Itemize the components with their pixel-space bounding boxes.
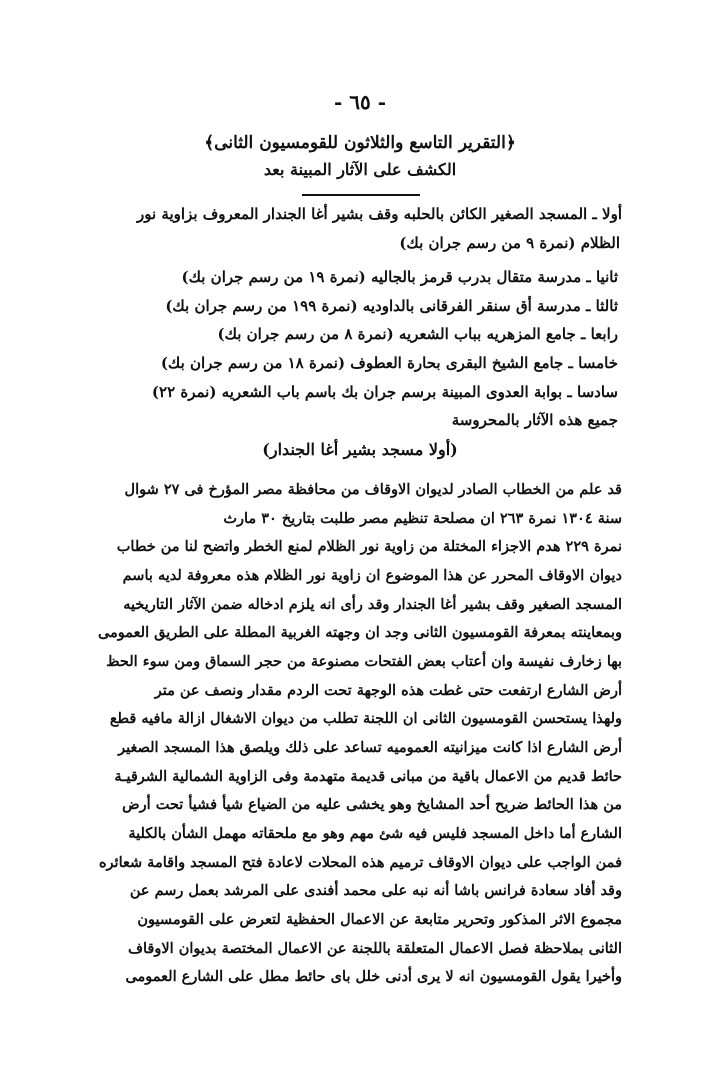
paragraph-line: الثانى بملاحظة فصل الاعمال المتعلقة باللجنة عن الاعمال المختصة بديوان الاوقاف — [127, 940, 622, 957]
paragraph-line: فمن الواجب على ديوان الاوقاف ترميم هذه المحلات لاعادة فتح المسجد واقامة شعائره — [98, 854, 622, 871]
paragraph-line: بها زخارف نفيسة وان أعتاب بعض الفتحات مصنوعة من حجر السماق ومن سوء الحظ — [106, 653, 622, 670]
paragraph-line: الشارع أما داخل المسجد فليس فيه شئ مهم وهو مع ملحقاته مهمل الشأن بالكلية — [128, 825, 622, 842]
report-title: ﴿التقرير التاسع والثلاثون للقومسيون الثانى﴾ — [204, 133, 516, 153]
paragraph-line: مجموع الاثر المذكور وتحرير متابعة عن الاعمال الحفظية لتعرض على القومسيون — [137, 911, 622, 928]
paragraph-line: وبمعاينته بمعرفة القومسيون الثانى وجد ان وجهته الغربية المطلة على الطريق العمومى — [98, 624, 622, 641]
paragraph-line: ديوان الاوقاف المحرر عن هذا الموضوع ان زاوية نور الظلام هذه معروفة لديه باسم — [122, 567, 622, 584]
list-item: سادسا ـ بوابة العدوى المبينة برسم جران بك باسم باب الشعريه (نمرة ٢٢) — [151, 383, 618, 401]
list-item: الظلام (نمرة ٩ من رسم جران بك) — [399, 234, 620, 252]
paragraph-line: المسجد الصغير وقف بشير أغا الجندار وقد رأى انه يلزم ادخاله ضمن الآثار التاريخيه — [123, 596, 622, 613]
paragraph-line: أرض الشارع اذا كانت ميزانيته العموميه تساعد على ذلك ويلصق هذا المسجد الصغير — [118, 739, 622, 756]
list-item: ثانيا ـ مدرسة متقال بدرب قرمز بالجاليه (نمرة ١٩ من رسم جران بك) — [181, 268, 618, 286]
paragraph-line: وأخيرا يقول القومسيون انه لا يرى أدنى خلل باى حائط مطل على الشارع العمومى — [125, 968, 622, 985]
section-title: (أولا مسجد بشير أغا الجندار) — [262, 440, 458, 459]
list-item: خامسا ـ جامع الشيخ البقرى بحارة العطوف (نمرة ١٨ من رسم جران بك) — [160, 354, 618, 372]
list-item: رابعا ـ جامع المزهريه بباب الشعريه (نمرة ٨ من رسم جران بك) — [217, 325, 618, 343]
paragraph-line: من هذا الحائط ضريح أحد المشايخ وهو يخشى عليه من الضياع شيأ فشيأ تحت أرض — [122, 796, 622, 813]
paragraph-line: ولهذا يستحسن القومسيون الثانى ان اللجنة تطلب من ديوان الاشغال ازالة مافيه قطع — [109, 710, 622, 727]
paragraph-line: قد علم من الخطاب الصادر لديوان الاوقاف من محافظة مصر المؤرخ فى ٢٧ شوال — [124, 481, 622, 498]
paragraph-line: حائط قديم من الاعمال باقية من مبانى قديمة متهدمة وفى الزاوية الشمالية الشرقيـة — [114, 768, 622, 785]
paragraph-line: سنة ١٣٠٤ نمرة ٢٦٣ ان مصلحة تنظيم مصر طلبت بتاريخ ٣٠ مارث — [223, 510, 622, 527]
list-item: ثالثا ـ مدرسة أق سنقر الفرقانى بالداوديه (نمرة ١٩٩ من رسم جران بك) — [165, 297, 618, 315]
page-number: - ٦٥ - — [333, 90, 386, 114]
paragraph-line: نمرة ٢٢٩ هدم الاجزاء المختلة من زاوية نور الظلام لمنع الخطر واتضح لنا من خطاب — [116, 538, 622, 555]
list-item: جميع هذه الآثار بالمحروسة — [451, 411, 618, 429]
title-underline — [302, 194, 420, 196]
paragraph-line: وقد أفاد سعادة فرانس باشا أنه نبه على محمد أفندى على المرشد بعمل رسم عن — [129, 882, 622, 899]
report-subtitle: الكشف على الآثار المبينة بعد — [263, 160, 457, 179]
list-item: أولا ـ المسجد الصغير الكائن بالحلبه وقف بشير أغا الجندار المعروف بزاوية نور — [137, 205, 622, 223]
paragraph-line: أرض الشارع ارتفعت حتى غطت هذه الوجهة تحت الردم مقدار ونصف عن متر — [154, 682, 622, 699]
